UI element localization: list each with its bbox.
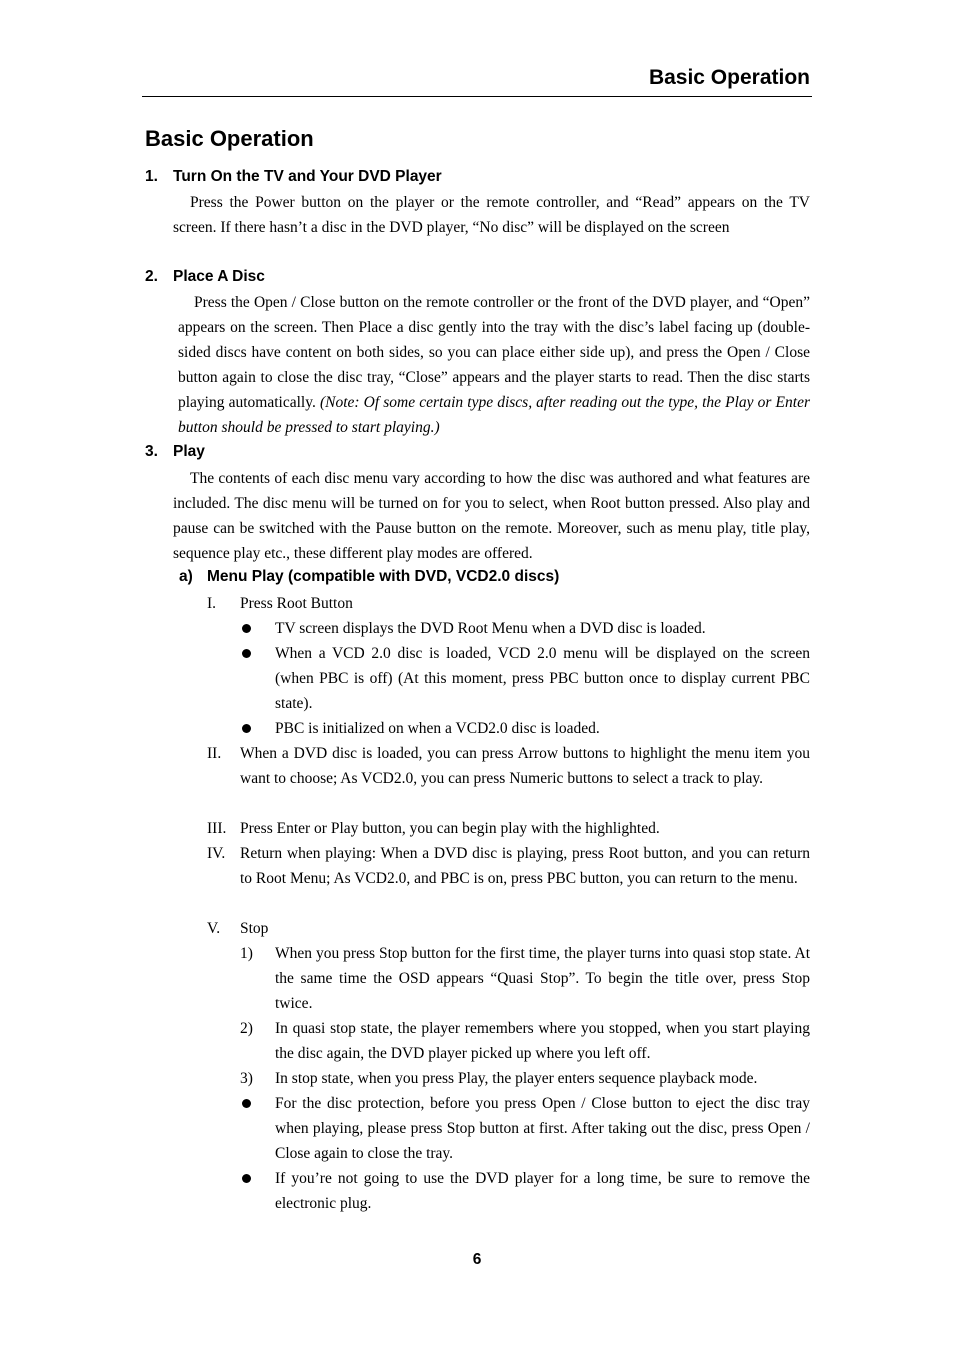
header-rule bbox=[142, 96, 812, 97]
section-1-heading: Turn On the TV and Your DVD Player bbox=[173, 168, 442, 185]
section-2-paragraph-text: Press the Open / Close button on the remote controller or the front of the DVD player, and “Open” appears on the screen. Then Place a disc gently into the tray with the disc’s label facing up (double-sided discs have content on both sides, so you can place either side up), and press the Open / Close button again to close the disc tray, “Close” appears and the player starts to read. Then the disc starts playing automatically. bbox=[178, 294, 810, 411]
roman-item-text: Press Root Button bbox=[240, 595, 353, 612]
section-2-note: (Note: Of some certain type discs, after reading out the type, the Play or Enter button should be pressed to start playing.) bbox=[178, 394, 810, 436]
bullet-item-text: If you’re not going to use the DVD player for a long time, be sure to remove the electronic plug. bbox=[275, 1170, 810, 1212]
bullet-item-text: When a VCD 2.0 disc is loaded, VCD 2.0 menu will be displayed on the screen (when PBC is off) (At this moment, press PBC button once to display current PBC state). bbox=[275, 645, 810, 712]
bullet-icon bbox=[242, 724, 251, 733]
roman-item-text: Return when playing: When a DVD disc is playing, press Root button, and you can return to Root Menu; As VCD2.0, and PBC is on, press PBC button, you can return to the menu. bbox=[240, 845, 810, 887]
section-3-number: 3. bbox=[145, 443, 158, 460]
bullet-icon bbox=[242, 1174, 251, 1183]
stop-item-text: In quasi stop state, the player remembers where you stopped, when you start playing the disc again, the DVD player picked up where you left off. bbox=[275, 1020, 810, 1062]
roman-item-number: IV. bbox=[207, 845, 226, 862]
stop-item-number: 1) bbox=[240, 945, 253, 962]
section-3-paragraph: The contents of each disc menu vary according to how the disc was authored and what features are included. The disc menu will be turned on for you to select, when Root button pressed. Also play and pause can be switched with the Pause button on the remote. Moreover, such as menu play, title play, sequence play etc., these different play modes are offered. bbox=[173, 470, 810, 562]
bullet-icon bbox=[242, 624, 251, 633]
section-3-heading: Play bbox=[173, 443, 205, 460]
section-1-number: 1. bbox=[145, 168, 158, 185]
page-title: Basic Operation bbox=[145, 126, 314, 151]
roman-item-number: I. bbox=[207, 595, 217, 612]
bullet-icon bbox=[242, 649, 251, 658]
stop-item-number: 3) bbox=[240, 1070, 253, 1087]
stop-item-text: When you press Stop button for the first time, the player turns into quasi stop state. At the same time the OSD appears “Quasi Stop”. To begin the title over, press Stop twice. bbox=[275, 945, 810, 1012]
roman-item-number: II. bbox=[207, 745, 222, 762]
bullet-item-text: PBC is initialized on when a VCD2.0 disc is loaded. bbox=[275, 720, 600, 737]
section-2-paragraph bbox=[178, 290, 810, 440]
running-header-title: Basic Operation bbox=[648, 66, 810, 89]
subsection-a-number: a) bbox=[179, 568, 193, 585]
section-1-paragraph: Press the Power button on the player or the remote controller, and “Read” appears on the TV screen. If there hasn’t a disc in the DVD player, “No disc” will be displayed on the screen bbox=[173, 194, 810, 236]
roman-item-text: Stop bbox=[240, 920, 269, 937]
stop-item-text: In stop state, when you press Play, the player enters sequence playback mode. bbox=[275, 1070, 758, 1087]
bullet-item-text: TV screen displays the DVD Root Menu when a DVD disc is loaded. bbox=[275, 620, 706, 637]
page-number: 6 bbox=[472, 1251, 482, 1268]
roman-item-text: Press Enter or Play button, you can begin play with the highlighted. bbox=[240, 820, 660, 837]
section-2-heading: Place A Disc bbox=[173, 268, 265, 285]
subsection-a-heading: Menu Play (compatible with DVD, VCD2.0 discs) bbox=[207, 568, 560, 585]
roman-item-number: V. bbox=[207, 920, 221, 937]
stop-item-number: 2) bbox=[240, 1020, 253, 1037]
roman-item-number: III. bbox=[207, 820, 227, 837]
section-2-number: 2. bbox=[145, 268, 158, 285]
bullet-item-text: For the disc protection, before you press Open / Close button to eject the disc tray when playing, please press Stop button at first. After taking out the disc, press Open / Close again to close the tray. bbox=[275, 1095, 810, 1162]
roman-item-text: When a DVD disc is loaded, you can press Arrow buttons to highlight the menu item you want to choose; As VCD2.0, you can press Numeric buttons to select a track to play. bbox=[240, 745, 810, 787]
bullet-icon bbox=[242, 1099, 251, 1108]
